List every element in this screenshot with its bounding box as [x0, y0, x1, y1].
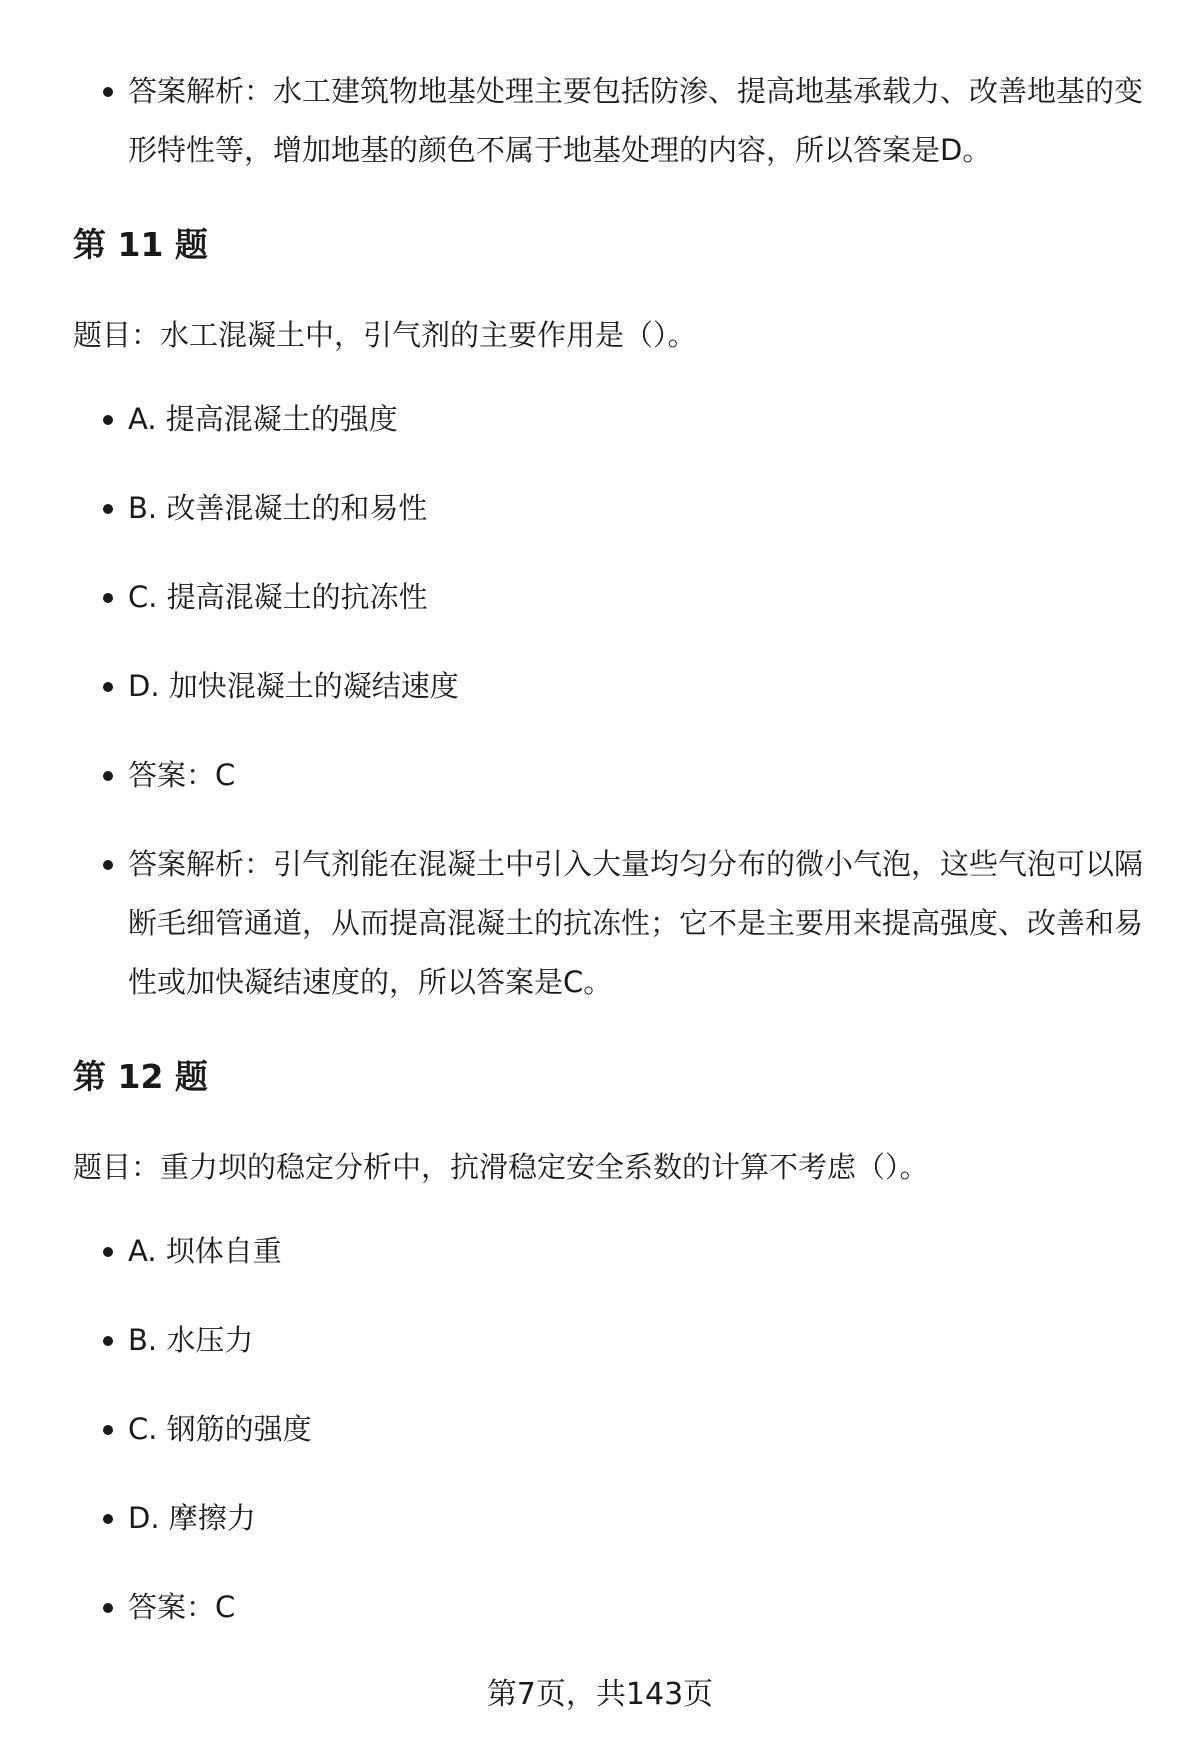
option-b: B. 改善混凝土的和易性 — [128, 491, 428, 525]
bullet-icon — [103, 415, 113, 425]
question-12-stem: 题目：重力坝的稳定分析中，抗滑稳定安全系数的计算不考虑（）。 — [73, 1150, 929, 1184]
question-12-options — [73, 1222, 1153, 1637]
bullet-icon — [103, 1425, 113, 1435]
list-item — [73, 390, 1153, 449]
question-12-heading: 第 12 题 — [73, 1057, 208, 1096]
bullet-icon — [103, 860, 113, 870]
bullet-icon — [103, 682, 113, 692]
list-item — [73, 1400, 1153, 1459]
list-item — [73, 1311, 1153, 1370]
option-a: A. 坝体自重 — [128, 1234, 282, 1268]
option-c: C. 钢筋的强度 — [128, 1412, 312, 1446]
list-item — [73, 1222, 1153, 1281]
list-item — [73, 1578, 1153, 1637]
question-11-heading: 第 11 题 — [73, 225, 208, 264]
bullet-icon — [103, 504, 113, 514]
option-c: C. 提高混凝土的抗冻性 — [128, 580, 428, 614]
question-11-stem: 题目：水工混凝土中，引气剂的主要作用是（）。 — [73, 318, 697, 352]
page-content — [73, 62, 1153, 1637]
list-item — [73, 62, 1153, 180]
list-item — [73, 479, 1153, 538]
bullet-icon — [103, 1336, 113, 1346]
bullet-icon — [103, 1514, 113, 1524]
option-b: B. 水压力 — [128, 1323, 254, 1357]
list-item — [73, 835, 1153, 1012]
list-item — [73, 1489, 1153, 1548]
prev-analysis-text: 答案解析：水工建筑物地基处理主要包括防渗、提高地基承载力、改善地基的变形特性等，增加地基的颜色不属于地基处理的内容，所以答案是D。 — [128, 74, 1144, 167]
analysis-text: 答案解析：引气剂能在混凝土中引入大量均匀分布的微小气泡，这些气泡可以隔断毛细管通道，从而提高混凝土的抗冻性；它不是主要用来提高强度、改善和易性或加快凝结速度的，所以答案是C。 — [128, 847, 1144, 999]
page-number-footer: 第7页，共143页 — [486, 1677, 714, 1712]
list-item — [73, 746, 1153, 805]
bullet-icon — [103, 771, 113, 781]
bullet-icon — [103, 1603, 113, 1613]
bullet-icon — [103, 87, 113, 97]
list-item — [73, 568, 1153, 627]
option-d: D. 加快混凝土的凝结速度 — [128, 669, 459, 703]
option-d: D. 摩擦力 — [128, 1501, 256, 1535]
bullet-icon — [103, 1247, 113, 1257]
prev-question-list — [73, 62, 1153, 180]
option-a: A. 提高混凝土的强度 — [128, 402, 398, 436]
bullet-icon — [103, 593, 113, 603]
answer-text: 答案：C — [128, 1590, 236, 1624]
list-item — [73, 657, 1153, 716]
question-11-options — [73, 390, 1153, 1012]
answer-text: 答案：C — [128, 758, 236, 792]
